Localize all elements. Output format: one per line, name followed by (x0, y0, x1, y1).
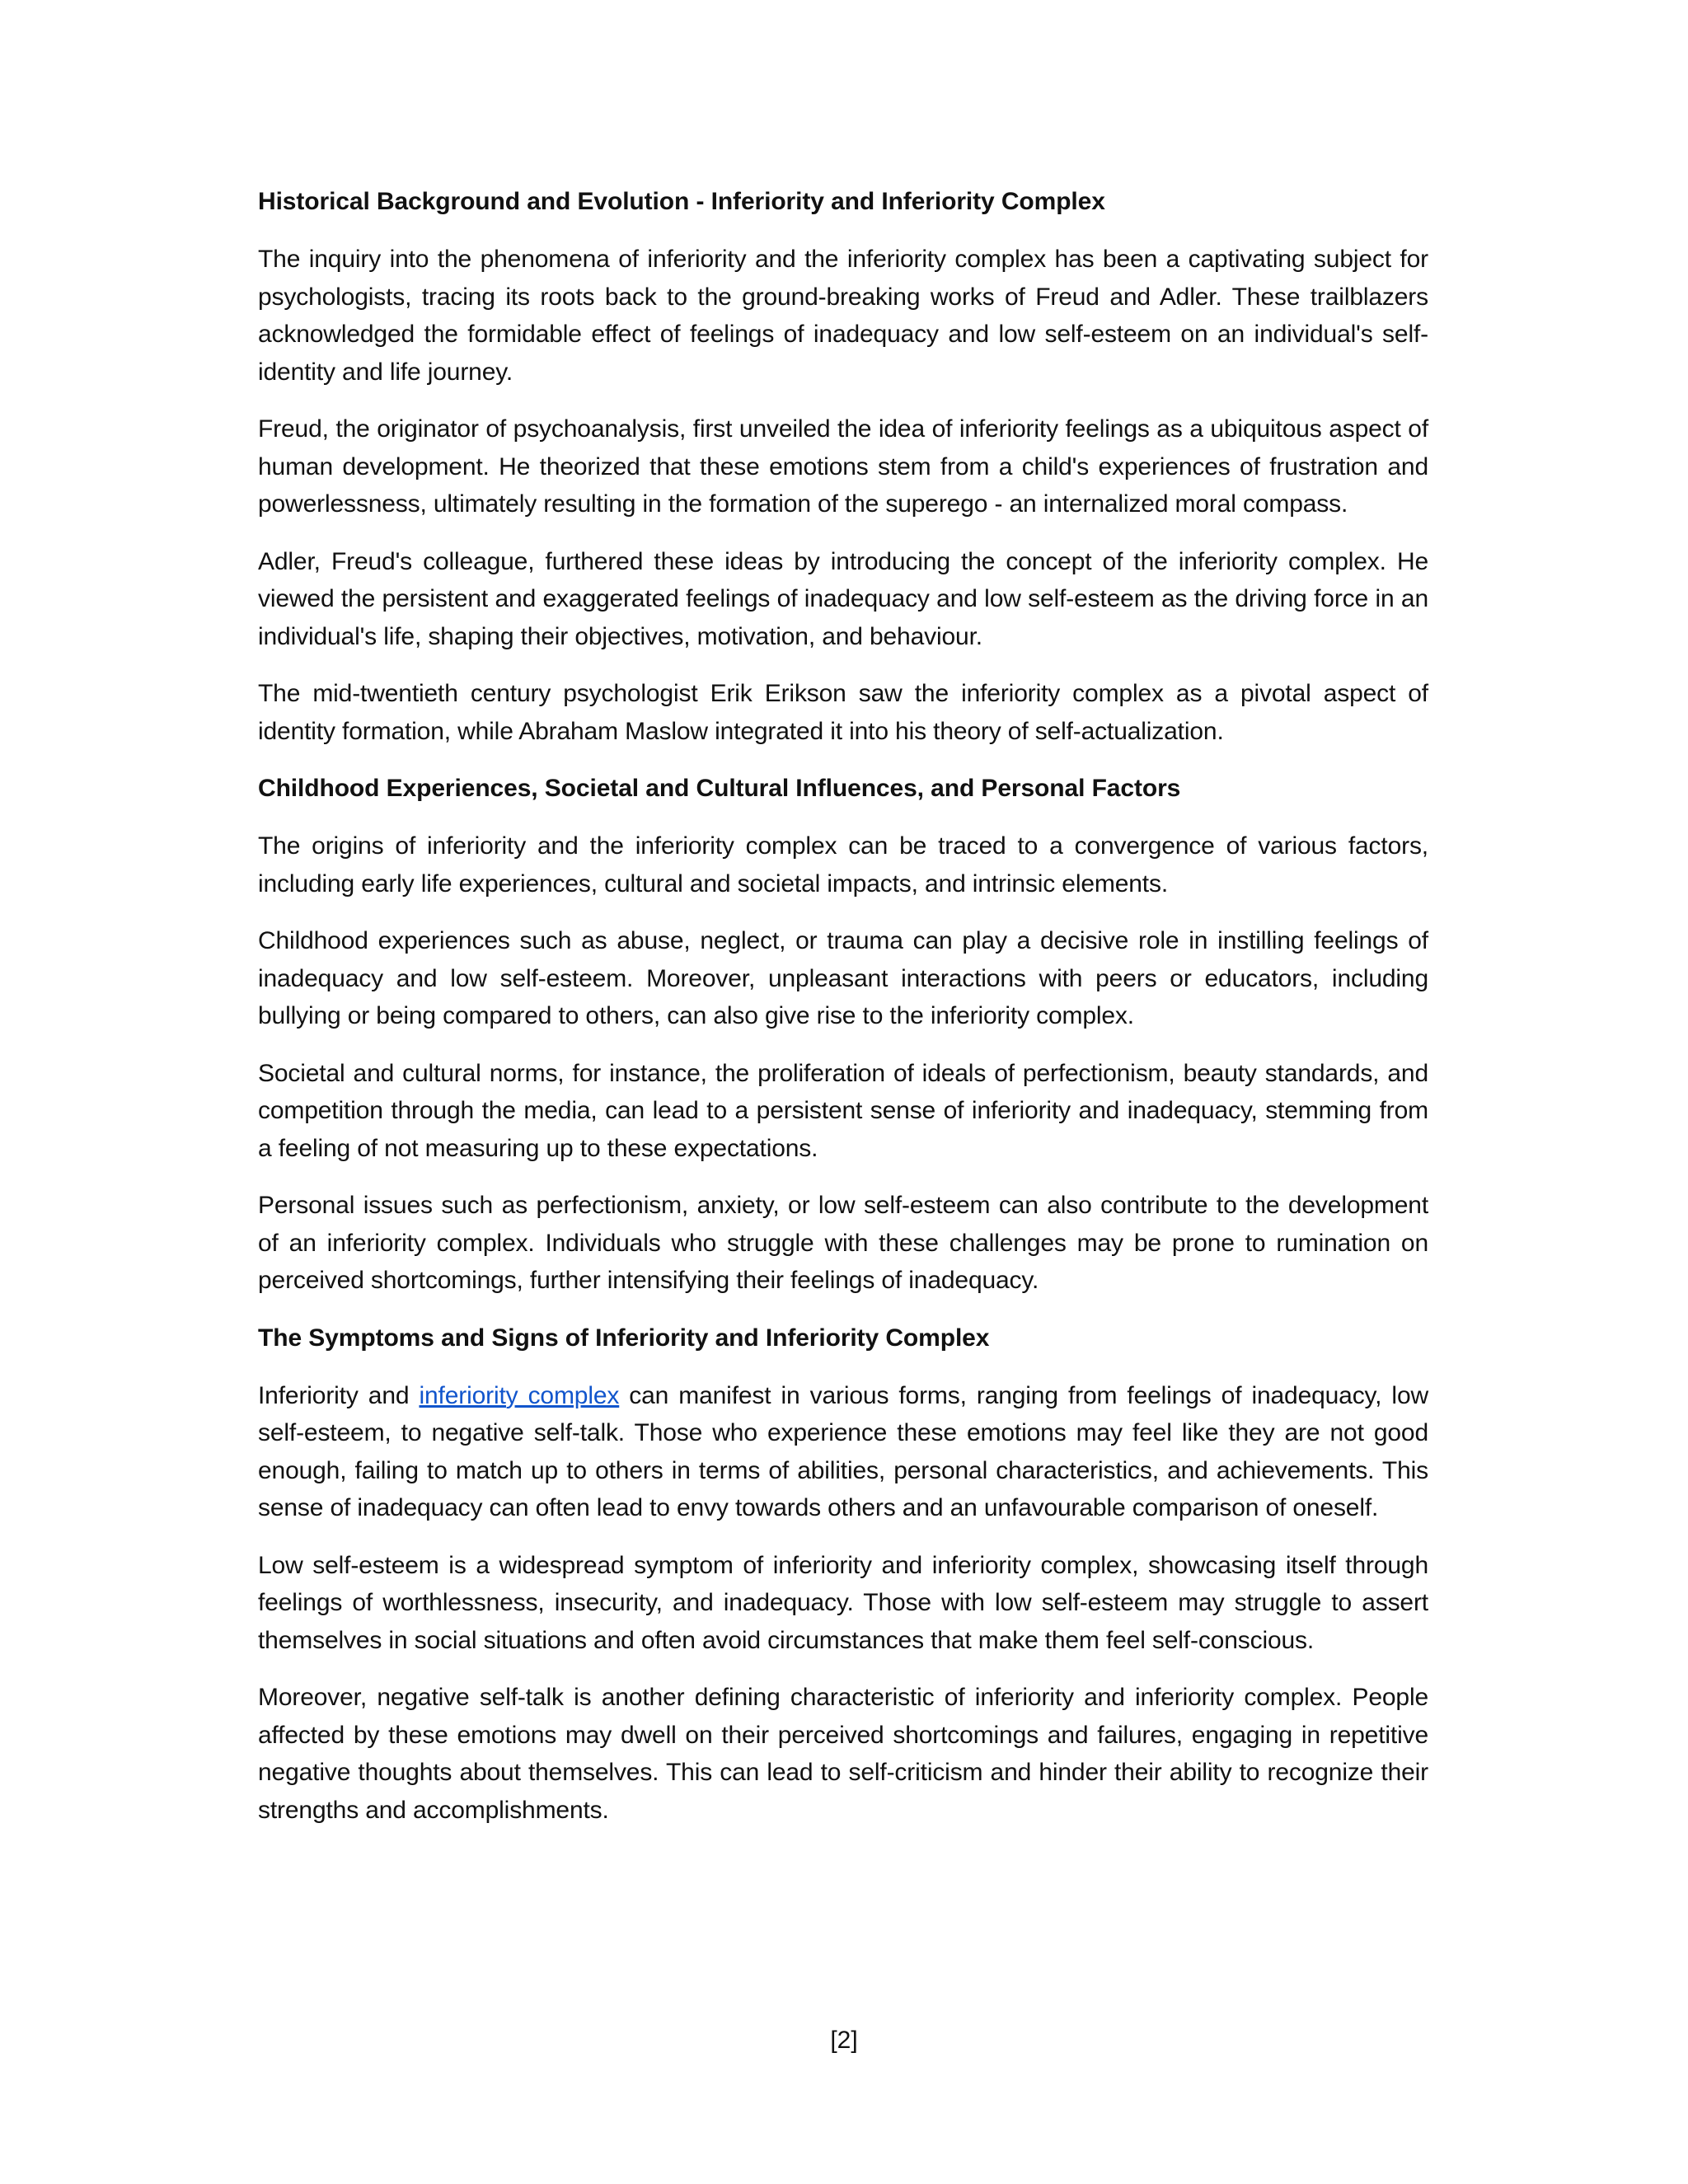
paragraph: Personal issues such as perfectionism, anxiety, or low self-esteem can also contribute to the development of an inferiority complex. Individuals who struggle with these challenges may be prone to rumination on perceived shortcomings, further intensifying their feelings of inadequacy. (258, 1192, 1428, 1294)
inferiority-complex-link[interactable]: inferiority complex (419, 1381, 620, 1409)
paragraph-text-before-link: Inferiority and (258, 1381, 420, 1409)
section-heading-symptoms-and-signs: The Symptoms and Signs of Inferiority and Inferiority Complex (258, 1324, 990, 1352)
document-body (258, 183, 1428, 1849)
page-number: [2] (830, 2027, 858, 2054)
section-heading-historical-background: Historical Background and Evolution - Inferiority and Inferiority Complex (258, 188, 1105, 215)
paragraph: Societal and cultural norms, for instance, the proliferation of ideals of perfectionism, beauty standards, and competition through the media, can lead to a persistent sense of inferiority and inadequacy, stemming from a feeling of not measuring up to these expectations. (258, 1059, 1428, 1162)
paragraph: The mid-twentieth century psychologist Erik Erikson saw the inferiority complex as a pivotal aspect of identity formation, while Abraham Maslow integrated it into his theory of self-actualization. (258, 680, 1428, 745)
paragraph: Freud, the originator of psychoanalysis, first unveiled the idea of inferiority feelings as a ubiquitous aspect of human development. He theorized that these emotions stem from a child's experiences of frustration and powerlessness, ultimately resulting in the formation of the superego - an internalized moral compass. (258, 415, 1428, 518)
section-heading-childhood-experiences: Childhood Experiences, Societal and Cultural Influences, and Personal Factors (258, 775, 1181, 802)
paragraph: Childhood experiences such as abuse, neglect, or trauma can play a decisive role in instilling feelings of inadequacy and low self-esteem. Moreover, unpleasant interactions with peers or educators, including bullying or being compared to others, can also give rise to the inferiority complex. (258, 927, 1428, 1029)
paragraph: Moreover, negative self-talk is another defining characteristic of inferiority and inferiority complex. People affected by these emotions may dwell on their perceived shortcomings and failures, engaging in repetitive negative thoughts about themselves. This can lead to self-criticism and hinder their ability to recognize their strengths and accomplishments. (258, 1684, 1428, 1824)
paragraph: Adler, Freud's colleague, furthered these ideas by introducing the concept of the inferiority complex. He viewed the persistent and exaggerated feelings of inadequacy and low self-esteem as the driving force in an individual's life, shaping their objectives, motivation, and behaviour. (258, 547, 1428, 650)
paragraph: The origins of inferiority and the inferiority complex can be traced to a convergence of various factors, including early life experiences, cultural and societal impacts, and intrinsic elements. (258, 832, 1428, 898)
paragraph-with-link (258, 1377, 1428, 1527)
paragraph: Low self-esteem is a widespread symptom of inferiority and inferiority complex, showcasing itself through feelings of worthlessness, insecurity, and inadequacy. Those with low self-esteem may struggle to assert themselves in social situations and often avoid circumstances that make them feel self-conscious. (258, 1551, 1428, 1654)
paragraph: The inquiry into the phenomena of inferiority and the inferiority complex has been a captivating subject for psychologists, tracing its roots back to the ground-breaking works of Freud and Adler. These trailblazers acknowledged the formidable effect of feelings of inadequacy and low self-esteem on an individual's self-identity and life journey. (258, 246, 1428, 386)
paragraph-text-after-link: can manifest in various forms, ranging from feelings of inadequacy, low self-esteem, to negative self-talk. Those who experience these emotions may feel like they are not good enough, failing to match up to others in terms of abilities, personal characteristics, and achievements. This sense of inadequacy can often lead to envy towards others and an unfavourable comparison of oneself. (258, 1381, 1428, 1521)
